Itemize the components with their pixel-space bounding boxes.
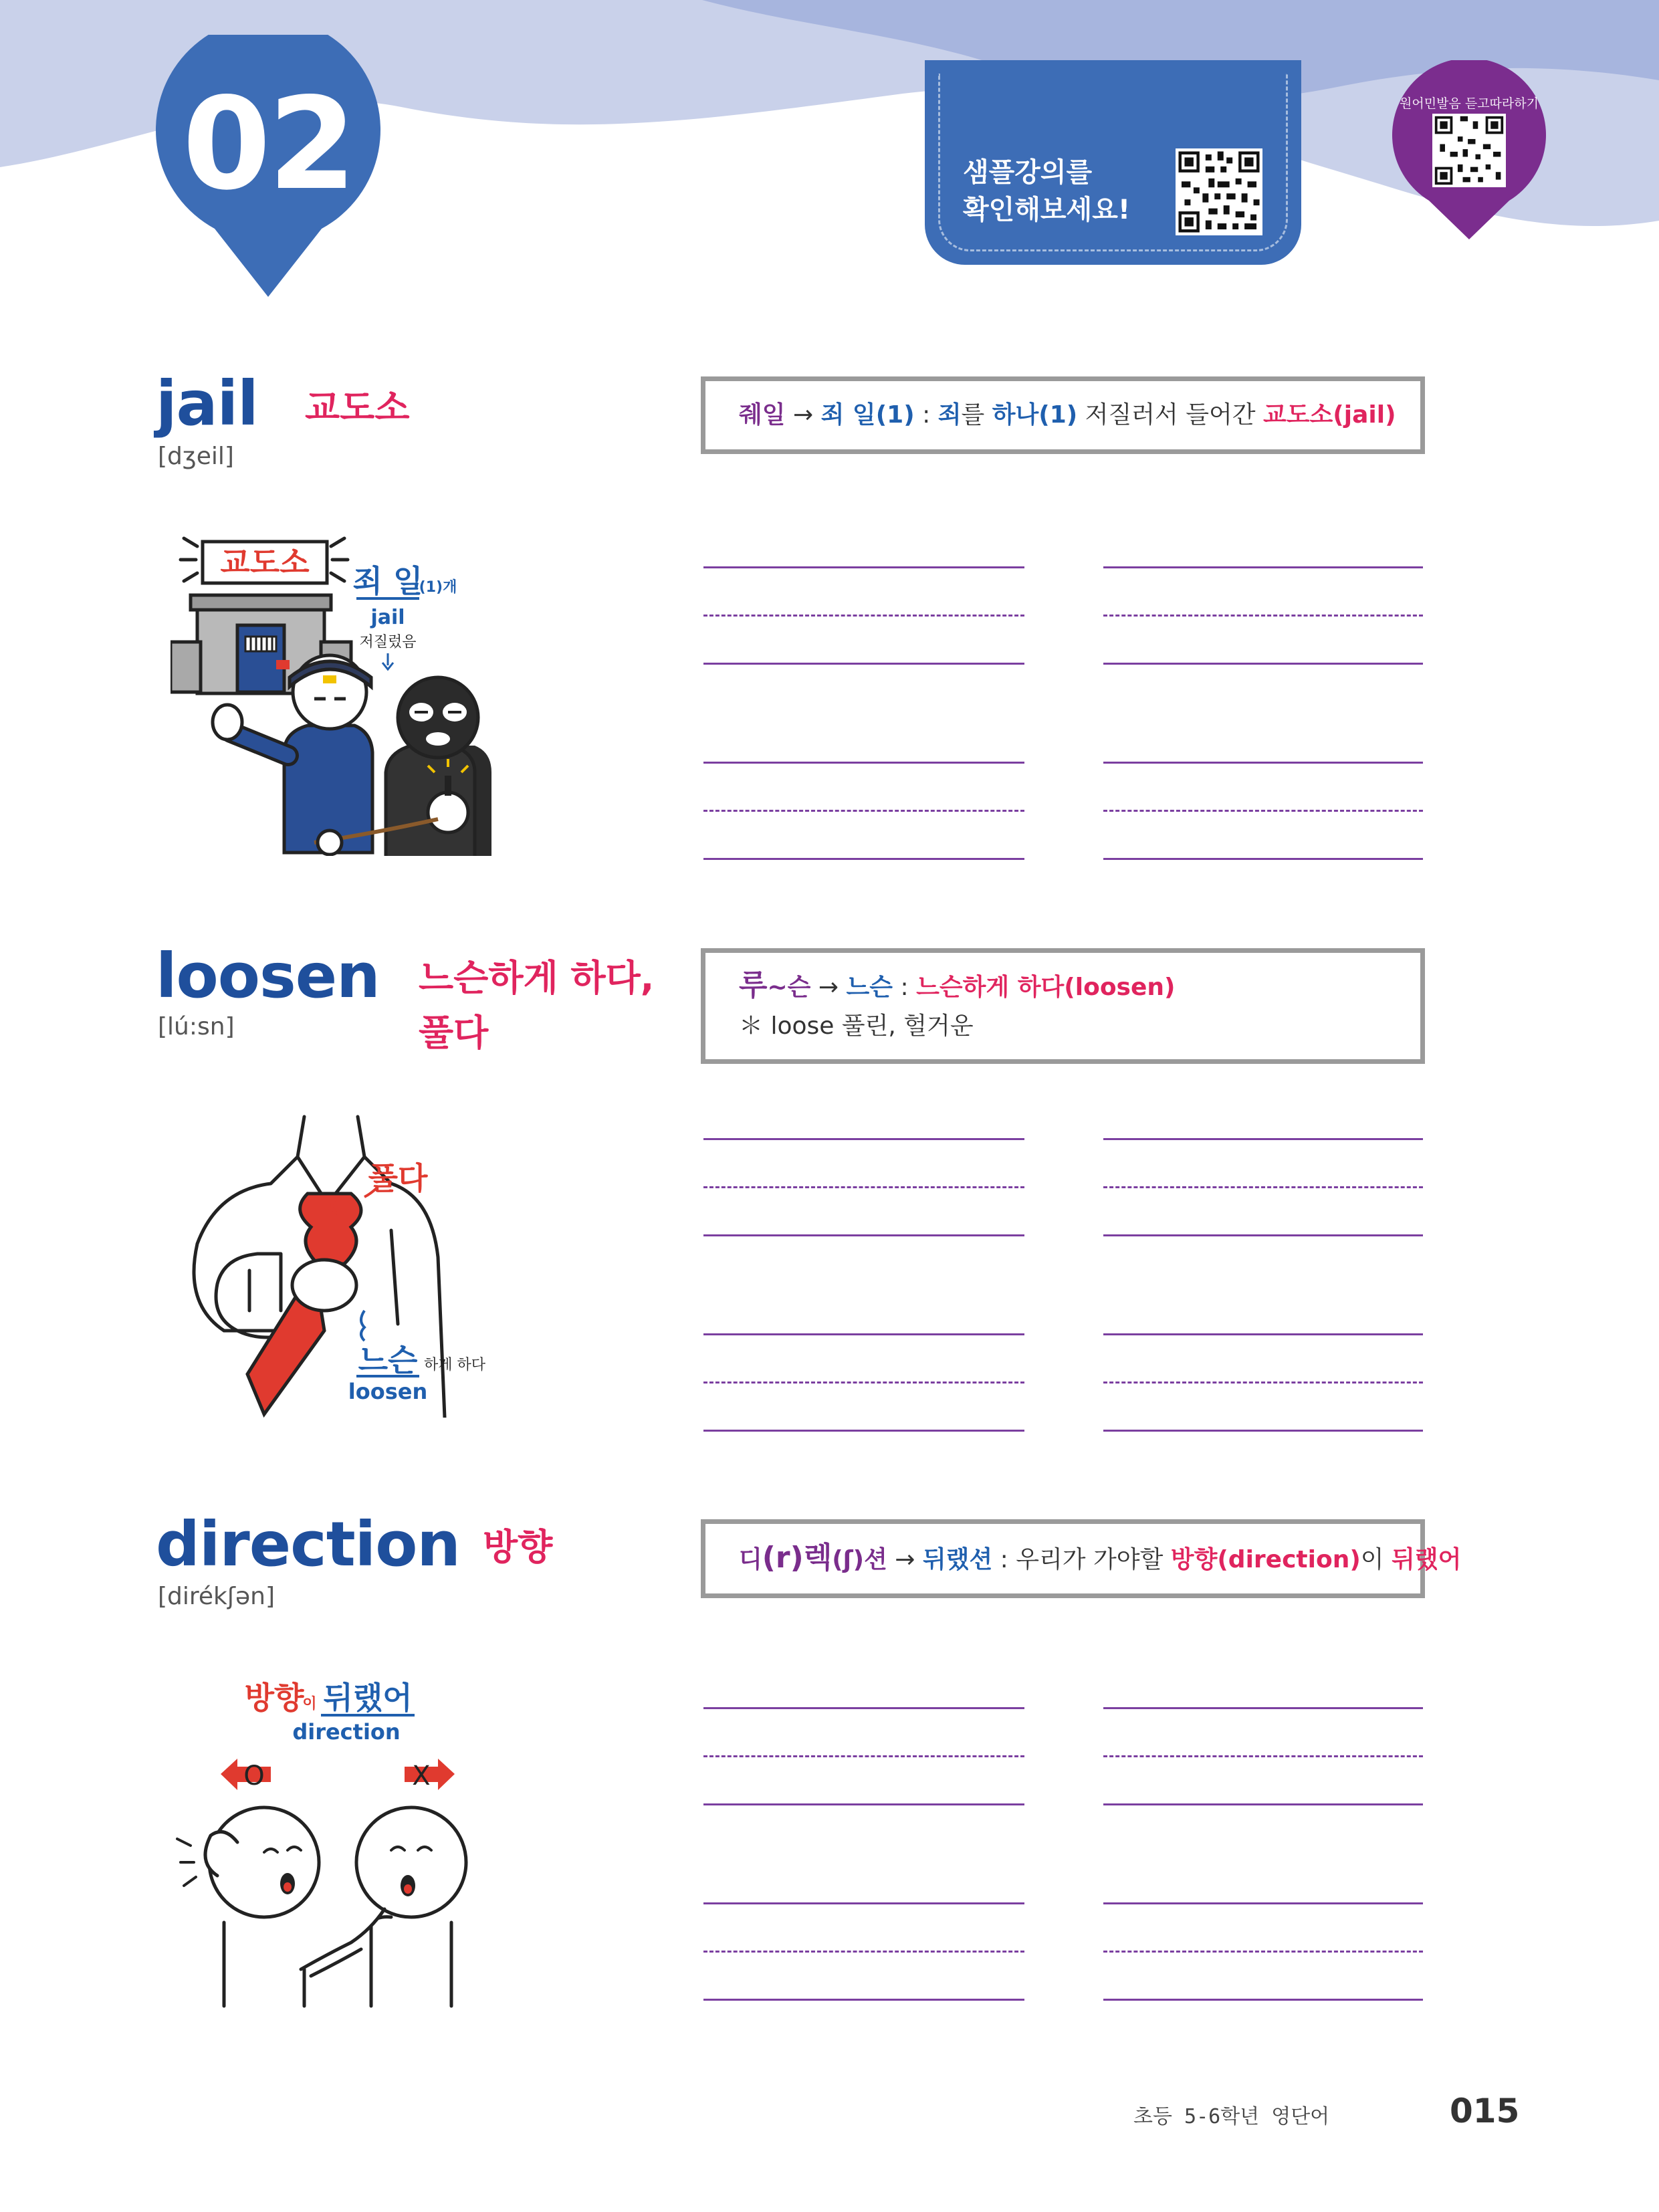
memory-tip-segment: 디 xyxy=(739,1545,762,1573)
jail-caption-word: jail xyxy=(370,606,405,629)
memory-tip-line xyxy=(739,966,1387,1007)
word-pronunciation: [dirékʃən] xyxy=(158,1583,275,1610)
writing-line xyxy=(1103,1803,1423,1805)
writing-guide-line xyxy=(703,1381,1024,1384)
writing-line xyxy=(1103,1333,1423,1335)
sample-lecture-line2: 확인해보세요! xyxy=(963,195,1131,225)
memory-tip-line xyxy=(739,396,1396,435)
word-meaning: 교도소 xyxy=(305,386,410,429)
loosen-label-untie: 풀다 xyxy=(368,1160,428,1196)
memory-tip-segment: 방향(direction) xyxy=(1170,1545,1361,1573)
writing-line xyxy=(703,1999,1024,2001)
word-title: direction xyxy=(156,1509,460,1580)
memory-tip-segment: : 우리가 가야할 xyxy=(992,1545,1171,1573)
loosen-caption-main: 느슨 xyxy=(358,1342,418,1378)
memory-tip-segment: (r) xyxy=(762,1540,804,1575)
writing-line xyxy=(703,858,1024,860)
jail-illustration xyxy=(171,532,491,856)
direction-caption-blue: 뒤랬어 xyxy=(323,1680,413,1716)
writing-guide-line xyxy=(1103,1755,1423,1757)
jail-caption-note: 저질렀음 xyxy=(359,634,417,651)
jail-caption-main: 죄 일 xyxy=(352,563,423,599)
memory-tip-segment: 뒤랬어 xyxy=(1392,1545,1462,1573)
memory-tip-segment: 렉 xyxy=(803,1540,833,1575)
direction-illustration xyxy=(171,1675,505,2009)
writing-line xyxy=(703,1803,1024,1805)
direction-caption-red: 방향 xyxy=(244,1680,304,1716)
writing-line xyxy=(703,762,1024,764)
direction-caption-word: direction xyxy=(292,1719,401,1745)
word-meaning-line1: 느슨하게 하다, xyxy=(419,957,655,999)
loosen-caption-word: loosen xyxy=(348,1379,428,1404)
memory-tip-segment: 뒤랬션 xyxy=(922,1545,993,1573)
word-meaning xyxy=(419,951,654,1061)
memory-tip-box xyxy=(701,376,1425,454)
memory-tip-segment: → xyxy=(887,1545,923,1573)
writing-guide-line xyxy=(703,1755,1024,1757)
writing-line xyxy=(703,566,1024,568)
writing-line xyxy=(1103,1902,1423,1904)
lesson-number: 02 xyxy=(182,70,354,218)
writing-guide-line xyxy=(1103,615,1423,617)
sample-lecture-line1: 샘플강의를 xyxy=(963,157,1093,188)
memory-tip-segment: (ʃ)션 xyxy=(832,1545,887,1573)
writing-guide-line xyxy=(1103,810,1423,812)
audio-pronunciation-label: 원어민발음 듣고따라하기 xyxy=(1400,96,1539,111)
footer-book-title: 초등 5-6학년 영단어 xyxy=(1133,2105,1330,2128)
memory-tip-segment: 줴일 xyxy=(739,401,786,429)
writing-line xyxy=(703,1138,1024,1140)
memory-tip-box xyxy=(701,948,1425,1064)
memory-tip-box xyxy=(701,1519,1462,1598)
memory-tip-segment: 를 xyxy=(961,401,992,429)
writing-line xyxy=(1103,1999,1423,2001)
memory-tip-segment: : xyxy=(914,401,938,429)
writing-line xyxy=(1103,1707,1423,1709)
memory-tip-segment: 교도소(jail) xyxy=(1262,401,1396,429)
writing-line xyxy=(1103,858,1423,860)
memory-tip-segment: 하나(1) xyxy=(992,401,1078,429)
page-number: 015 xyxy=(1450,2092,1520,2130)
writing-line xyxy=(703,1234,1024,1236)
memory-tip-segment: 느슨하게 하다(loosen) xyxy=(916,974,1176,1001)
memory-tip-segment: 죄 xyxy=(937,401,962,429)
memory-tip-segment: 저질러서 들어간 xyxy=(1077,401,1263,429)
writing-line xyxy=(1103,1234,1423,1236)
memory-tip-segment: 죄 일(1) xyxy=(820,401,915,429)
memory-tip-segment: → xyxy=(810,974,847,1001)
memory-tip-note: ＊ loose 풀린, 헐거운 xyxy=(739,1012,974,1040)
writing-line xyxy=(1103,566,1423,568)
writing-guide-line xyxy=(1103,1381,1423,1384)
writing-line xyxy=(1103,762,1423,764)
sample-lecture-qr-icon[interactable] xyxy=(1176,148,1262,235)
writing-line xyxy=(1103,1430,1423,1432)
word-meaning: 방향 xyxy=(483,1526,553,1568)
direction-mark-o: O xyxy=(243,1761,265,1791)
writing-line xyxy=(1103,663,1423,665)
memory-tip-segment: : xyxy=(893,974,917,1001)
writing-line xyxy=(703,663,1024,665)
loosen-caption-sub: 하게 하다 xyxy=(423,1357,486,1373)
memory-tip-segment: → xyxy=(785,401,821,429)
audio-qr-icon[interactable] xyxy=(1432,114,1506,187)
writing-line xyxy=(703,1707,1024,1709)
direction-mark-x: X xyxy=(412,1761,431,1791)
writing-guide-line xyxy=(703,1951,1024,1953)
word-title: loosen xyxy=(156,940,380,1012)
direction-caption-small: 이 xyxy=(302,1696,317,1712)
jail-caption-sub: (1)개 xyxy=(419,579,457,596)
sample-lecture-label xyxy=(963,154,1164,229)
word-pronunciation: [lú:sn] xyxy=(158,1013,235,1040)
writing-guide-line xyxy=(703,810,1024,812)
writing-guide-line xyxy=(703,1186,1024,1188)
word-meaning-line2: 풀다 xyxy=(419,1012,489,1054)
word-pronunciation: [dʒeil] xyxy=(158,443,234,470)
memory-tip-segment: 이 xyxy=(1360,1545,1392,1573)
memory-tip-line xyxy=(739,1539,1462,1579)
memory-tip-segment: 루 xyxy=(739,968,768,1002)
writing-guide-line xyxy=(1103,1951,1423,1953)
writing-line xyxy=(703,1902,1024,1904)
word-title: jail xyxy=(156,368,258,439)
memory-tip-segment: ~슨 xyxy=(767,974,811,1001)
loosen-illustration xyxy=(171,1110,518,1418)
writing-line xyxy=(703,1430,1024,1432)
writing-guide-line xyxy=(703,615,1024,617)
jail-sign-text: 교도소 xyxy=(220,544,310,580)
writing-line xyxy=(1103,1138,1423,1140)
writing-guide-line xyxy=(1103,1186,1423,1188)
writing-line xyxy=(703,1333,1024,1335)
memory-tip-segment: 느슨 xyxy=(846,974,893,1001)
